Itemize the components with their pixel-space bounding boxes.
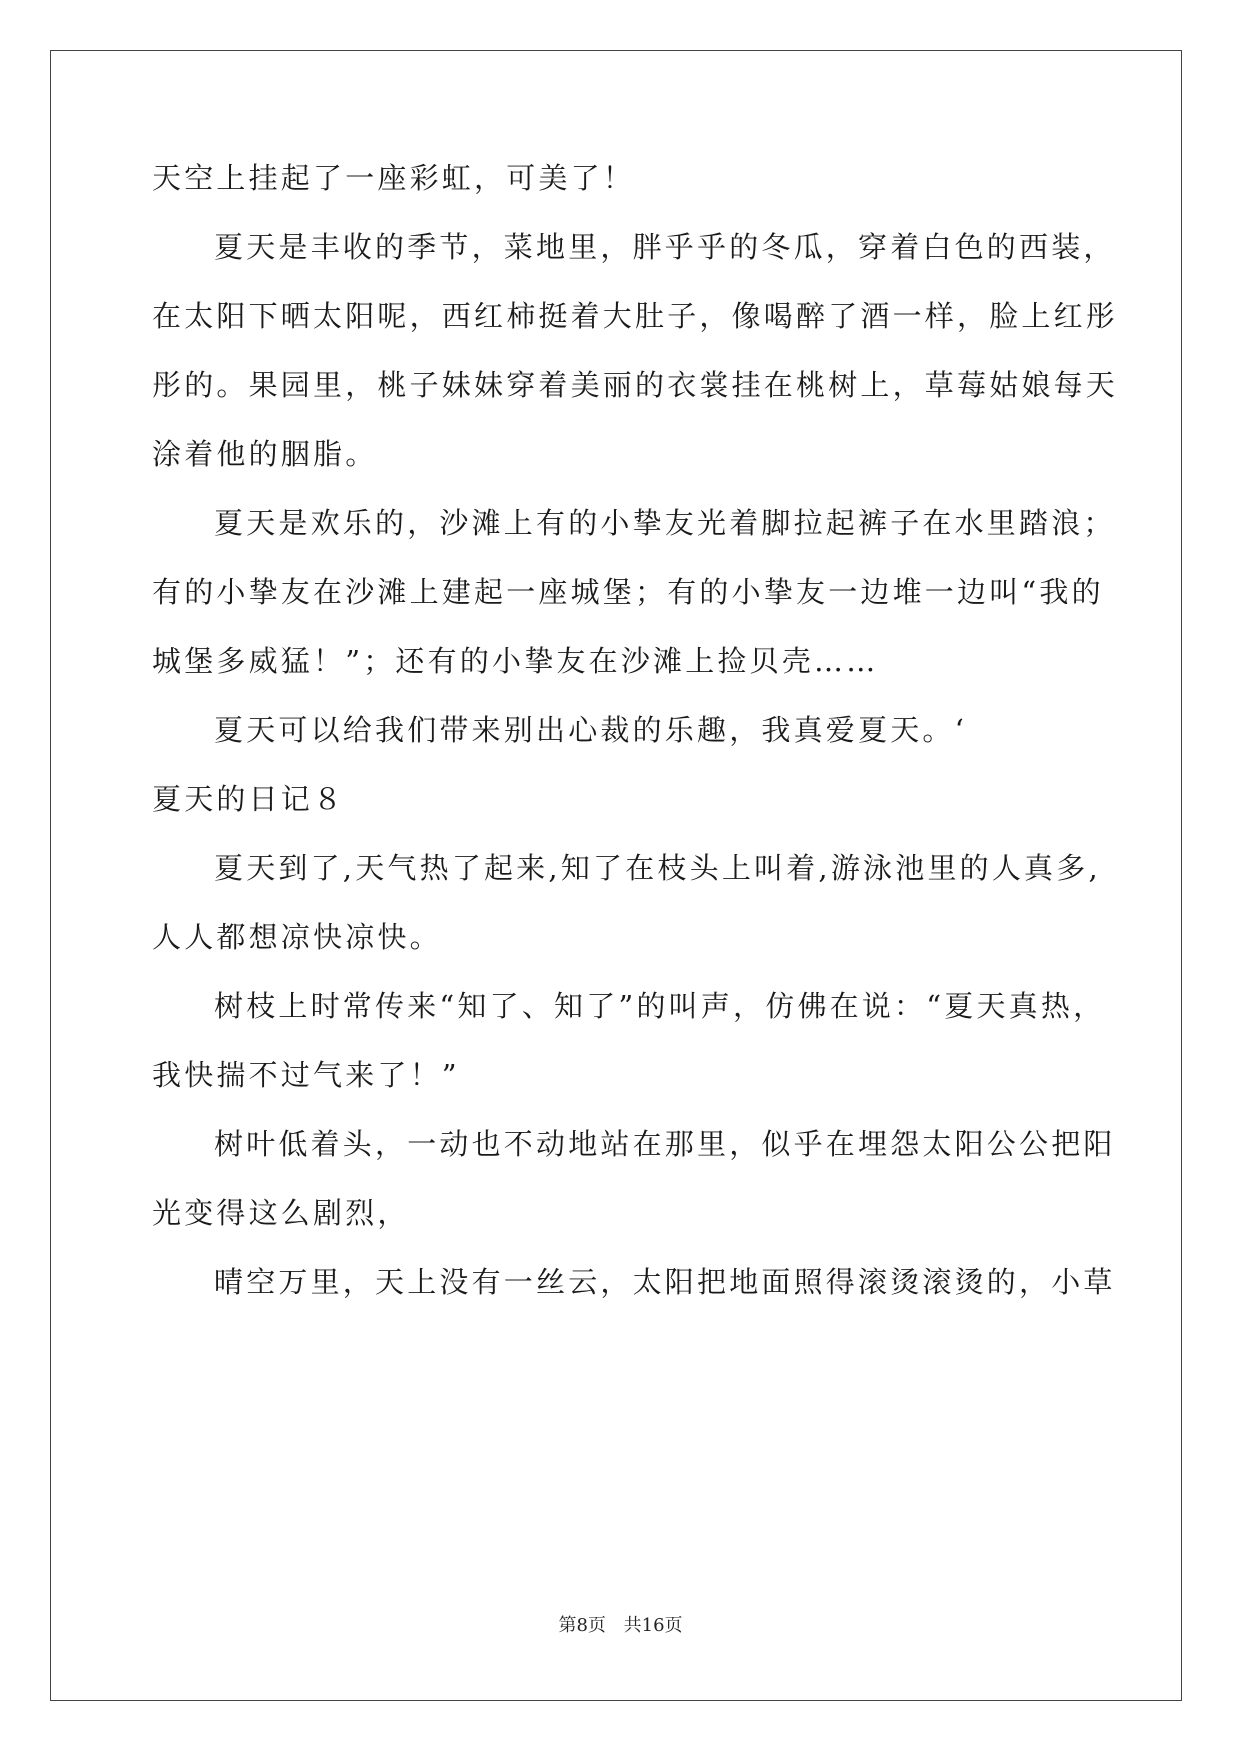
text-line-7: 有的小挚友在沙滩上建起一座城堡；有的小挚友一边堆一边叫“我的	[152, 575, 1104, 609]
text-line-16: 光变得这么剧烈，	[152, 1196, 410, 1230]
text-line-8: 城堡多威猛！”；还有的小挚友在沙滩上捡贝壳……	[152, 644, 879, 678]
text-line-1: 天空上挂起了一座彩虹，可美了！	[152, 161, 636, 195]
text-line-4: 彤的。果园里，桃子妹妹穿着美丽的衣裳挂在桃树上，草莓姑娘每天	[152, 368, 1119, 402]
text-line-12: 人人都想凉快凉快。	[152, 920, 442, 954]
section-heading: 夏天的日记８	[152, 782, 346, 816]
text-line-5: 涂着他的胭脂。	[152, 437, 378, 471]
text-line-6: 夏天是欢乐的，沙滩上有的小挚友光着脚拉起裤子在水里踏浪；	[214, 506, 1116, 540]
text-line-3: 在太阳下晒太阳呢，西红柿挺着大肚子，像喝醉了酒一样，脸上红彤	[152, 299, 1119, 333]
text-line-17: 晴空万里，天上没有一丝云，太阳把地面照得滚烫滚烫的，小草	[214, 1265, 1116, 1299]
text-line-13: 树枝上时常传来“知了、知了”的叫声，仿佛在说：“夏天真热，	[214, 989, 1106, 1023]
page-number: 第8页	[558, 1615, 606, 1636]
page-total: 共16页	[623, 1615, 683, 1636]
text-line-9: 夏天可以给我们带来别出心裁的乐趣，我真爱夏天。‘	[214, 713, 968, 747]
page-footer	[0, 1614, 1241, 1638]
text-line-2: 夏天是丰收的季节，菜地里，胖乎乎的冬瓜，穿着白色的西装，	[214, 230, 1116, 264]
text-line-11: 夏天到了,天气热了起来,知了在枝头上叫着,游泳池里的人真多,	[214, 851, 1101, 885]
text-line-14: 我快揣不过气来了！”	[152, 1058, 460, 1092]
text-line-15: 树叶低着头，一动也不动地站在那里，似乎在埋怨太阳公公把阳	[214, 1127, 1116, 1161]
